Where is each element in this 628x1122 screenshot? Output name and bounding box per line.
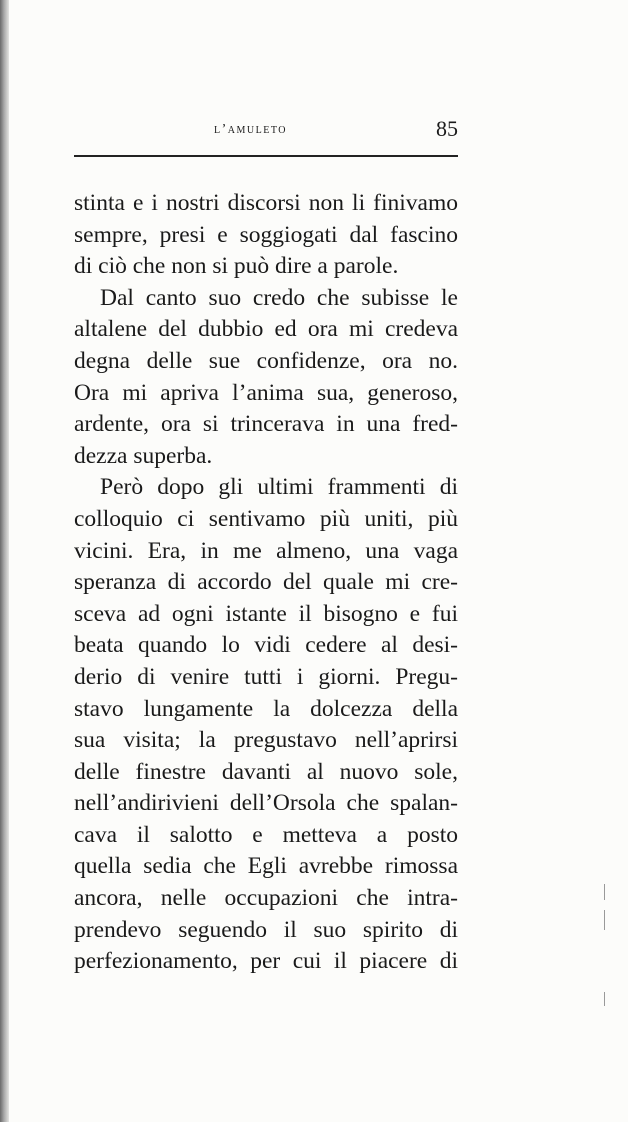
text-line: beata quando lo vidi cedere al desi- bbox=[74, 632, 458, 659]
text-line: delle finestre davanti al nuovo sole, bbox=[74, 758, 458, 785]
text-line: cava il salotto e metteva a posto bbox=[74, 821, 458, 848]
text-line: quella sedia che Egli avrebbe rimossa bbox=[74, 853, 458, 880]
text-line: perfezionamento, per cui il piacere di bbox=[74, 948, 458, 975]
text-line: Però dopo gli ultimi frammenti di bbox=[100, 474, 458, 501]
speck bbox=[604, 884, 605, 900]
text-line: stavo lungamente la dolcezza della bbox=[74, 695, 458, 722]
text-line: prendevo seguendo il suo spirito di bbox=[74, 916, 458, 943]
text-line: ancora, nelle occupazioni che intra- bbox=[74, 885, 458, 912]
text-line: speranza di accordo del quale mi cre- bbox=[74, 569, 458, 596]
speck bbox=[604, 910, 605, 930]
text-line: derio di venire tutti i giorni. Pregu- bbox=[74, 663, 458, 690]
header-rule bbox=[74, 155, 458, 157]
running-title: l’amuleto bbox=[214, 122, 287, 137]
text-line: colloquio ci sentivamo più uniti, più bbox=[74, 505, 458, 532]
paper-specks bbox=[604, 870, 607, 1010]
text-line: sempre, presi e soggiogati dal fascino bbox=[74, 221, 458, 248]
text-line: dezza superba. bbox=[74, 442, 213, 469]
text-line: Ora mi apriva l’anima sua, generoso, bbox=[74, 379, 458, 406]
text-line: stinta e i nostri discorsi non li finivamo bbox=[74, 190, 458, 216]
book-spine-shadow bbox=[0, 0, 9, 1122]
text-line: sua visita; la pregustavo nell’aprirsi bbox=[74, 727, 458, 754]
body-text bbox=[74, 188, 458, 978]
text-line: vicini. Era, in me almeno, una vaga bbox=[74, 537, 458, 564]
text-line: ardente, ora si trincerava in una fred- bbox=[74, 411, 458, 438]
speck bbox=[604, 992, 605, 1006]
text-line: di ciò che non si può dire a parole. bbox=[74, 253, 399, 280]
text-line: degna delle sue confidenze, ora no. bbox=[74, 347, 458, 374]
text-line: altalene del dubbio ed ora mi credeva bbox=[74, 316, 458, 343]
text-line: nell’andirivieni dell’Orsola che spalan- bbox=[74, 790, 458, 817]
text-line: sceva ad ogni istante il bisogno e fui bbox=[74, 600, 458, 627]
page-number: 85 bbox=[436, 116, 458, 141]
page-header bbox=[74, 114, 458, 148]
text-line: Dal canto suo credo che subisse le bbox=[100, 284, 458, 311]
